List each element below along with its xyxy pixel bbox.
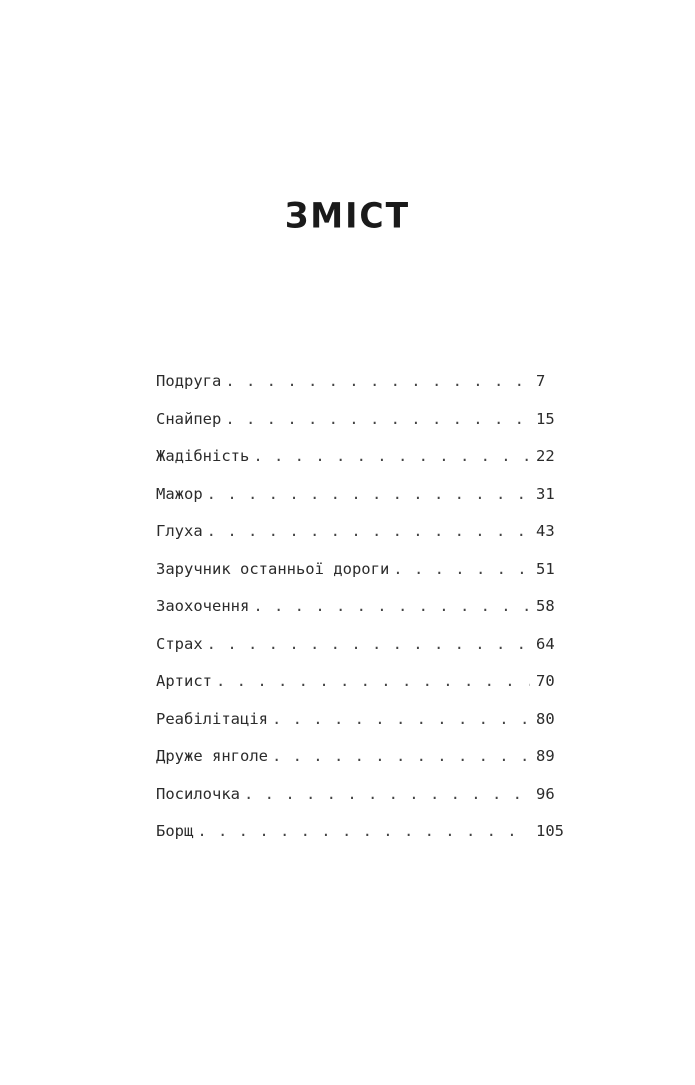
- toc-entry-page: 7: [536, 372, 546, 390]
- dot-leader: [216, 672, 530, 690]
- toc-entry-title: Заохочення: [156, 597, 250, 615]
- dot-leader: [244, 785, 530, 803]
- toc-entry-title: Артист: [156, 672, 212, 690]
- toc-entry-page: 89: [536, 747, 555, 765]
- dot-leader: [207, 522, 530, 540]
- toc-entry[interactable]: [156, 747, 568, 785]
- toc-entry-page: 43: [536, 522, 555, 540]
- toc-entry[interactable]: [156, 785, 568, 823]
- toc-entry[interactable]: [156, 372, 568, 410]
- toc-entry-page: 105: [536, 822, 564, 840]
- table-of-contents: [156, 372, 568, 860]
- page-title: ЗМІСТ: [284, 195, 411, 236]
- dot-leader: [253, 597, 530, 615]
- toc-entry-title: Заручник останньої дороги: [156, 559, 390, 578]
- toc-entry[interactable]: [156, 410, 568, 448]
- toc-entry-page: 51: [536, 559, 555, 578]
- dot-leader: [197, 822, 530, 840]
- toc-entry-page: 64: [536, 634, 555, 653]
- dot-leader: [225, 372, 530, 390]
- toc-entry[interactable]: [156, 672, 568, 710]
- toc-entry-page: 80: [536, 709, 555, 728]
- toc-entry-page: 22: [536, 447, 555, 465]
- toc-entry[interactable]: [156, 447, 568, 485]
- dot-leader: [207, 635, 530, 653]
- toc-entry-page: 58: [536, 597, 555, 615]
- toc-entry[interactable]: [156, 822, 568, 860]
- toc-entry-page: 15: [536, 409, 555, 428]
- toc-entry-title: Мажор: [156, 484, 203, 503]
- dot-leader: [393, 560, 530, 578]
- dot-leader: [272, 747, 530, 765]
- toc-entry-title: Снайпер: [156, 409, 222, 428]
- dot-leader: [253, 447, 530, 465]
- toc-entry-title: Подруга: [156, 372, 222, 390]
- toc-entry[interactable]: [156, 522, 568, 560]
- toc-entry-title: Жадібність: [156, 447, 250, 465]
- dot-leader: [225, 410, 530, 428]
- toc-entry-title: Глуха: [156, 522, 203, 540]
- toc-entry[interactable]: [156, 597, 568, 635]
- toc-entry-page: 96: [536, 784, 555, 803]
- toc-entry[interactable]: [156, 485, 568, 523]
- toc-entry-title: Реабілітація: [156, 709, 268, 728]
- toc-entry-title: Друже янголе: [156, 747, 268, 765]
- toc-entry-title: Посилочка: [156, 784, 240, 803]
- toc-entry[interactable]: [156, 635, 568, 673]
- toc-entry-title: Страх: [156, 634, 203, 653]
- toc-entry-page: 31: [536, 484, 555, 503]
- toc-entry[interactable]: [156, 560, 568, 598]
- dot-leader: [207, 485, 530, 503]
- toc-entry[interactable]: [156, 710, 568, 748]
- toc-entry-page: 70: [536, 672, 555, 690]
- toc-entry-title: Борщ: [156, 822, 194, 840]
- dot-leader: [272, 710, 530, 728]
